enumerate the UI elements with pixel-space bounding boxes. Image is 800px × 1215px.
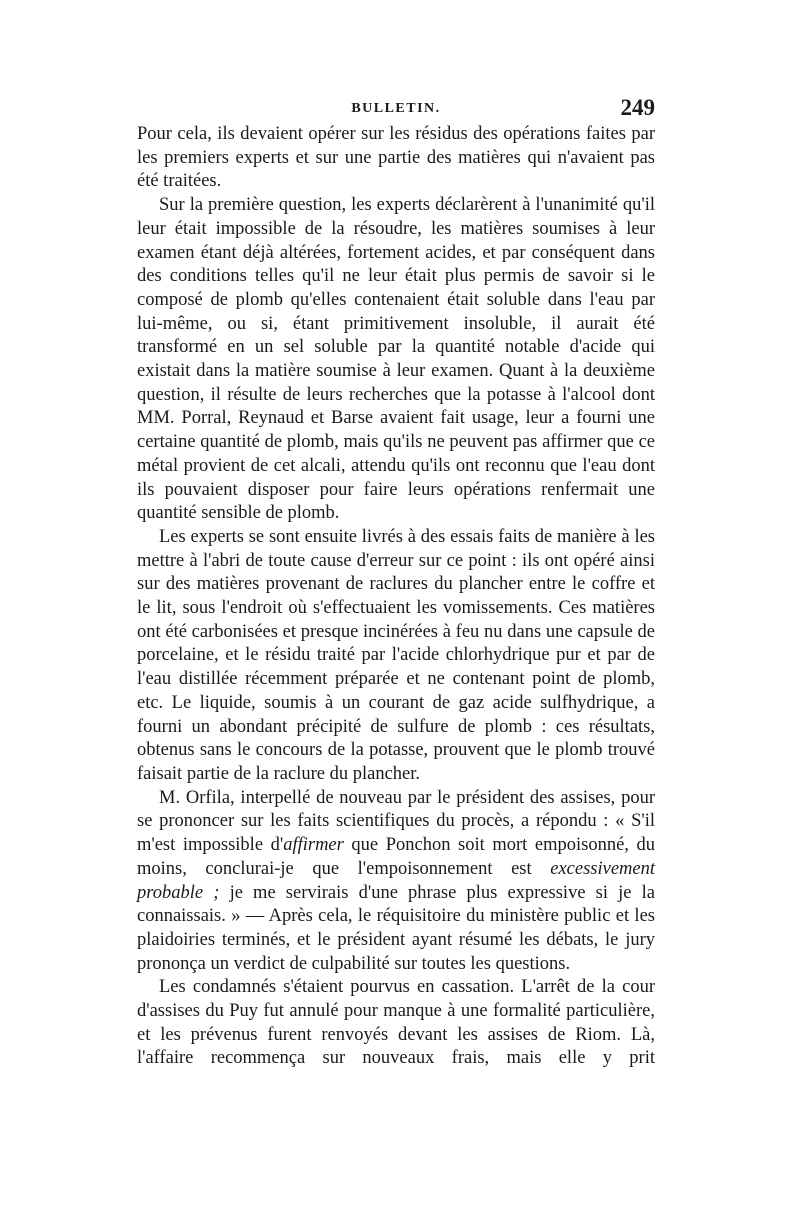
italic-text: affirmer [283, 835, 344, 856]
paragraph-orfila [137, 787, 655, 977]
paragraph-expert-tests [137, 526, 655, 787]
paragraph-text: que Ponchon soit mort empoisonné, du moins, conclurai-je que l'empoisonnement est [137, 835, 655, 879]
paragraph-text: je me servirais d'une phrase plus expressive si je la connaissais. » — Après cela, le réquisitoire du ministère public et les plaidoiries terminés, et le président ayant résumé les débats, le jury prononça un verdict de culpabilité sur toutes les questions. [137, 882, 655, 974]
running-head [137, 95, 655, 125]
paragraph-text: Sur la première question, les experts déclarèrent à l'unanimité qu'il leur était impossible de la résoudre, les matières soumises à leur examen étant déjà altérées, fortement acides, et par conséquent dans des conditions telles qu'il ne leur était plus permis de savoir si le composé de plomb qu'elles contenaient était soluble dans l'eau par lui-même, ou si, étant primitivement insoluble, il aurait été transformé en un sel soluble par la quantité notable d'acide qui existait dans la matière soumise à leur examen. Quant à la deuxième question, il résulte de leurs recherches que la potasse à l'alcool dont MM. Porral, Reynaud et Barse avaient fait usage, leur a fourni une certaine quantité de plomb, mais qu'ils ne peuvent pas affirmer que ce métal provient de cet alcali, attendu qu'ils ont reconnu que l'eau dont ils pouvaient disposer pour faire leurs opérations renfermait une quantité sensible de plomb. [137, 195, 655, 524]
paragraph-cassation [137, 976, 655, 1071]
paragraph-text: Les experts se sont ensuite livrés à des essais faits de manière à les mettre à l'abri de toute cause d'erreur sur ce point : ils ont opéré ainsi sur des matières provenant de raclures du plancher entre le coffre et le lit, sous l'endroit où s'effectuaient les vomissements. Ces matières ont été carbonisées et presque incinérées à feu nu dans une capsule de porcelaine, et le résidu traité par l'acide chlorhydrique pur et par de l'eau distillée récemment préparée et ne contenant point de plomb, etc. Le liquide, soumis à un courant de gaz acide sulfhydrique, a fourni un abondant précipité de sulfure de plomb : ces résultats, obtenus sans le concours de la potasse, prouvent que le plomb trouvé faisait partie de la raclure du plancher. [137, 526, 655, 784]
running-title: BULLETIN. [351, 101, 441, 116]
paragraph-text: Les condamnés s'étaient pourvus en cassation. L'arrêt de la cour d'assises du Puy fut annulé pour manque à une formalité particulière, et les prévenus furent renvoyés devant les assises de Riom. Là, l'affaire recommença sur nouveaux frais, mais elle y prit [137, 977, 655, 1069]
paragraph-text: Pour cela, ils devaient opérer sur les résidus des opérations faites par les premiers experts et sur une partie des matières qui n'avaient pas été traitées. [137, 124, 655, 192]
paragraph-first-question [137, 194, 655, 526]
italic-text: excessivement probable ; [137, 858, 655, 903]
body-text [137, 123, 655, 1071]
page-number: 249 [620, 95, 655, 120]
paragraph-continuation [137, 123, 655, 194]
paragraph-text: M. Orfila, interpellé de nouveau par le président des assises, pour se prononcer sur les faits scientifiques du procès, a répondu : « S'il m'est impossible d' [137, 787, 655, 856]
